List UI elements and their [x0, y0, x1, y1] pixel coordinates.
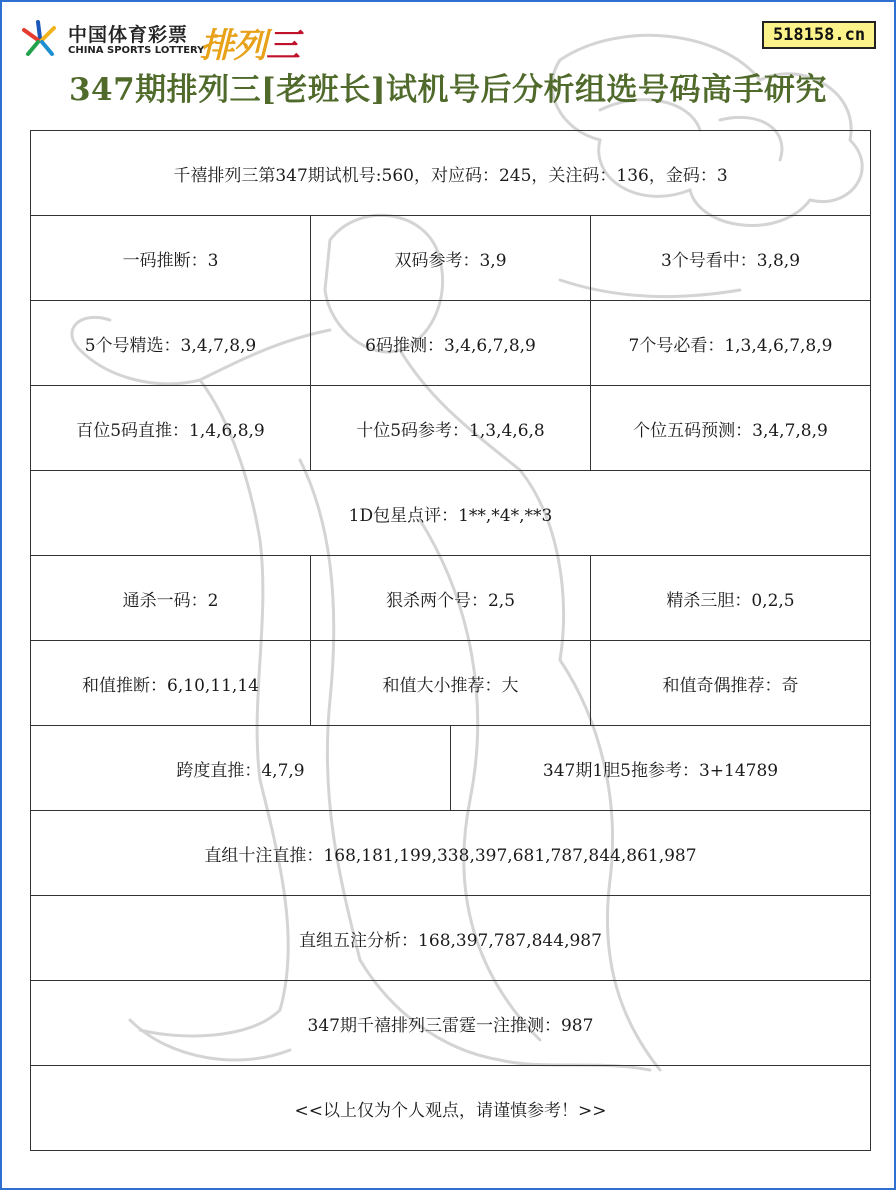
kill-one-cell: 通杀一码：2 — [31, 556, 311, 641]
logo-chinese-text: 中国体育彩票 — [68, 24, 189, 46]
kill-three-cell: 精杀三胆：0,2,5 — [591, 556, 871, 641]
table-row — [31, 556, 871, 641]
table-row — [31, 131, 871, 216]
1d-star-cell: 1D包星点评：1**,*4*,**3 — [31, 471, 871, 556]
sum-parity-cell: 和值奇偶推荐：奇 — [591, 641, 871, 726]
table-row — [31, 386, 871, 471]
hundreds-cell: 百位5码直推：1,4,6,8,9 — [31, 386, 311, 471]
table-row — [31, 981, 871, 1066]
single-bet-cell: 347期千禧排列三雷霆一注推测：987 — [31, 981, 871, 1066]
logo-game-name — [200, 18, 299, 67]
span-cell: 跨度直推：4,7,9 — [31, 726, 451, 811]
units-cell: 个位五码预测：3,4,7,8,9 — [591, 386, 871, 471]
table-row — [31, 896, 871, 981]
three-code-cell: 3个号看中：3,8,9 — [591, 216, 871, 301]
table-row — [31, 726, 871, 811]
one-code-cell: 一码推断：3 — [31, 216, 311, 301]
page-title: 347期排列三[老班长]试机号后分析组选号码高手研究 — [68, 72, 828, 108]
table-row — [31, 1066, 871, 1151]
two-code-cell: 双码参考：3,9 — [311, 216, 591, 301]
kill-two-cell: 狠杀两个号：2,5 — [311, 556, 591, 641]
table-row — [31, 811, 871, 896]
ten-bets-cell: 直组十注直推：168,181,199,338,397,681,787,844,861,987 — [31, 811, 871, 896]
six-code-cell: 6码推测：3,4,6,7,8,9 — [311, 301, 591, 386]
seven-code-cell: 7个号必看：1,3,4,6,7,8,9 — [591, 301, 871, 386]
table-row — [31, 641, 871, 726]
five-code-cell: 5个号精选：3,4,7,8,9 — [31, 301, 311, 386]
table-row — [31, 471, 871, 556]
sum-size-cell: 和值大小推荐：大 — [311, 641, 591, 726]
test-number-cell: 千禧排列三第347期试机号:560，对应码：245，关注码：136，金码：3 — [31, 131, 871, 216]
site-badge: 518158.cn — [762, 21, 876, 49]
disclaimer-cell: <<以上仅为个人观点，请谨慎参考！>> — [31, 1066, 871, 1151]
lottery-star-icon — [18, 18, 62, 62]
logo-game-part-a: 排列 — [200, 26, 266, 66]
table-row — [31, 216, 871, 301]
sum-cell: 和值推断：6,10,11,14 — [31, 641, 311, 726]
logo-english-text: CHINA SPORTS LOTTERY — [68, 45, 205, 56]
lottery-logo — [18, 18, 328, 66]
five-bets-cell: 直组五注分析：168,397,787,844,987 — [31, 896, 871, 981]
table-row — [31, 301, 871, 386]
logo-game-part-b: 三 — [266, 26, 299, 66]
tens-cell: 十位5码参考：1,3,4,6,8 — [311, 386, 591, 471]
dan-tuo-cell: 347期1胆5拖参考：3+14789 — [451, 726, 871, 811]
prediction-table — [30, 130, 871, 1151]
